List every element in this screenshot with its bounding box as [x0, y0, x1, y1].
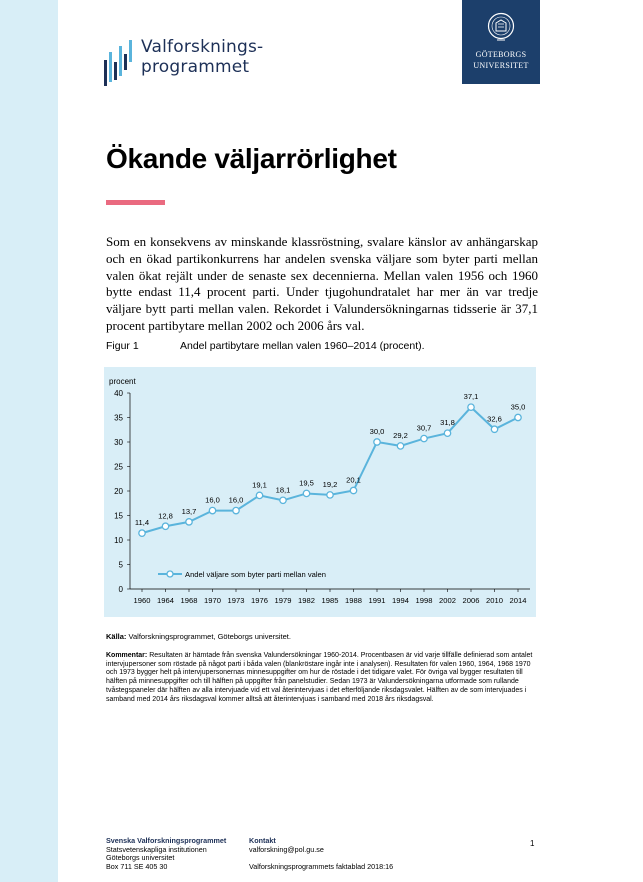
- data-label: 30,7: [416, 423, 432, 433]
- data-label: 12,8: [158, 511, 173, 521]
- university-name: [462, 49, 540, 71]
- comment-note: [106, 652, 538, 704]
- footer-org-name: Svenska Valforskningsprogrammet: [106, 836, 227, 845]
- page-title: Ökande väljarrörlighet: [106, 143, 397, 174]
- x-tick-label: 1968: [180, 596, 198, 605]
- data-label: 11,4: [134, 518, 150, 528]
- x-tick-label: 1979: [274, 596, 292, 605]
- x-tick-label: 2006: [462, 596, 480, 605]
- x-tick-label: 1985: [321, 596, 339, 605]
- x-tick-label: 2002: [439, 596, 456, 605]
- data-label: 16,0: [228, 495, 244, 505]
- y-tick-label: 15: [114, 511, 123, 521]
- data-point: [350, 487, 356, 493]
- x-tick-label: 2010: [486, 596, 503, 605]
- x-tick-label: 1998: [415, 596, 433, 605]
- logo-text-line1: Valforsknings-: [141, 37, 264, 57]
- comment-label: Kommentar:: [106, 652, 148, 659]
- y-tick-label: 20: [114, 487, 123, 496]
- data-label: 20,1: [346, 475, 361, 485]
- x-tick-label: 1994: [392, 596, 409, 605]
- data-point: [327, 492, 333, 498]
- page-number: 1: [530, 839, 535, 848]
- footer-contact-email[interactable]: valforskning@pol.gu.se: [249, 844, 324, 854]
- data-point: [209, 507, 215, 513]
- data-point: [256, 492, 262, 498]
- footer-org-line3: Göteborgs universitet: [106, 853, 175, 863]
- x-tick-label: 1976: [251, 596, 268, 605]
- figure-title: Andel partibytare mellan valen 1960–2014 (procent).: [180, 340, 425, 352]
- source-label: Källa:: [106, 632, 127, 641]
- left-margin-strip: [0, 0, 58, 882]
- x-tick-label: 1973: [227, 596, 245, 605]
- figure-label: Figur 1: [106, 340, 139, 352]
- data-point: [491, 426, 497, 432]
- university-seal-icon: [487, 12, 515, 44]
- data-label: 37,1: [463, 392, 479, 402]
- data-point: [421, 435, 427, 441]
- chart-panel: [104, 367, 536, 617]
- footer-contact-label: Kontakt: [249, 836, 276, 845]
- x-tick-label: 1960: [133, 596, 151, 605]
- x-tick-label: 1988: [345, 596, 362, 605]
- y-tick-label: 0: [118, 585, 123, 594]
- data-point: [374, 439, 380, 445]
- data-label: 35,0: [510, 402, 526, 412]
- y-tick-label: 35: [114, 413, 123, 423]
- data-label: 16,0: [205, 495, 220, 505]
- x-tick-label: 1970: [204, 596, 221, 605]
- y-tick-label: 40: [114, 389, 123, 398]
- title-accent-rule: [106, 200, 165, 205]
- footer-factsheet: Valforskningsprogrammets faktablad 2018:16: [249, 861, 394, 871]
- series-line: [142, 407, 518, 533]
- data-label: 19,1: [252, 480, 267, 490]
- university-logo: [462, 0, 540, 84]
- data-point: [303, 490, 309, 496]
- logo-text: [141, 37, 263, 77]
- data-point: [444, 430, 450, 436]
- data-point: [468, 404, 474, 410]
- data-point: [162, 523, 168, 529]
- data-label: 18,1: [275, 485, 291, 495]
- data-point: [280, 497, 286, 503]
- source-text: Valforskningsprogrammet, Göteborgs universitet.: [128, 632, 291, 641]
- x-tick-label: 1964: [157, 596, 174, 605]
- footer-org-line4: Box 711 SE 405 30: [106, 861, 168, 871]
- legend-marker: [167, 571, 173, 577]
- x-tick-label: 1991: [368, 596, 386, 605]
- data-point: [233, 507, 239, 513]
- comment-text: Resultaten är hämtade från svenska Valundersökningar 1960-2014. Procentbasen är vid varje tillfälle definierad som antalet intervjupersoner som röstade på något parti i båda valen (blankröstare ingår inte i analysen). Resultaten för valen 1960, 1964, 1968 1970 och 1973 bygger helt på intervjupersonernas minnesuppgifter om hur de röstade i det tidigare valet. För övriga val bygger resultaten till hälften på minnesuppgifter och till hälften på uppgifter från panelstudier. Sedan 1973 är Valundersökningarna utformade som rullande tvåstegspaneler där hälften av alla intervjuade vid ett val återintervjuas i det efterföljande riksdagsvalet. Hälften av de som intervjuades i samband med 2014 års riksdagsval kommer alltså att återintervjuas i samband med 2018 års riksdagsval.: [106, 652, 533, 703]
- footer-organization: [106, 837, 226, 871]
- x-tick-label: 2014: [509, 596, 527, 605]
- logo-text-line2: programmet: [141, 57, 250, 77]
- footer-contact: [249, 837, 393, 871]
- data-point: [397, 443, 403, 449]
- y-tick-label: 25: [114, 462, 123, 472]
- data-label: 19,5: [299, 478, 314, 488]
- data-point: [515, 414, 521, 420]
- legend-label: Andel väljare som byter parti mellan valen: [185, 570, 326, 579]
- x-tick-label: 1982: [298, 596, 315, 605]
- lead-paragraph: Som en konsekvens av minskande klassröstning, svalare känslor av anhängarskap och en ökad partikonkurrens har andelen svenska väljare som byter parti mellan valen ökat rejält under de senaste sex decennierna. Mellan valen 1956 och 1960 bytte endast 11,4 procent parti. Under tjugohundratalet har mer än var tredje väljare bytt parti mellan valen. Rekordet i Valundersökningarnas tidsserie är 37,1 procent partibytare mellan 2002 och 2006 års val.: [106, 234, 538, 333]
- y-tick-label: 30: [114, 438, 123, 447]
- y-tick-label: 10: [114, 536, 123, 545]
- footer-org-line2: Statsvetenskapliga institutionen: [106, 844, 207, 854]
- university-name-line1: GÖTEBORGS: [475, 50, 527, 59]
- data-label: 30,0: [369, 427, 385, 436]
- y-tick-label: 5: [118, 560, 123, 570]
- data-label: 19,2: [322, 479, 338, 489]
- line-chart: [104, 367, 536, 617]
- data-point: [186, 519, 192, 525]
- valforskning-logo-icon: [104, 40, 134, 86]
- data-point: [139, 530, 145, 536]
- data-label: 32,6: [487, 414, 502, 424]
- y-axis-label: procent: [109, 377, 136, 386]
- university-name-line2: UNIVERSITET: [473, 61, 529, 70]
- data-label: 31,8: [440, 418, 455, 428]
- data-label: 29,2: [393, 430, 408, 440]
- data-label: 13,7: [181, 506, 197, 516]
- source-note: [106, 632, 291, 641]
